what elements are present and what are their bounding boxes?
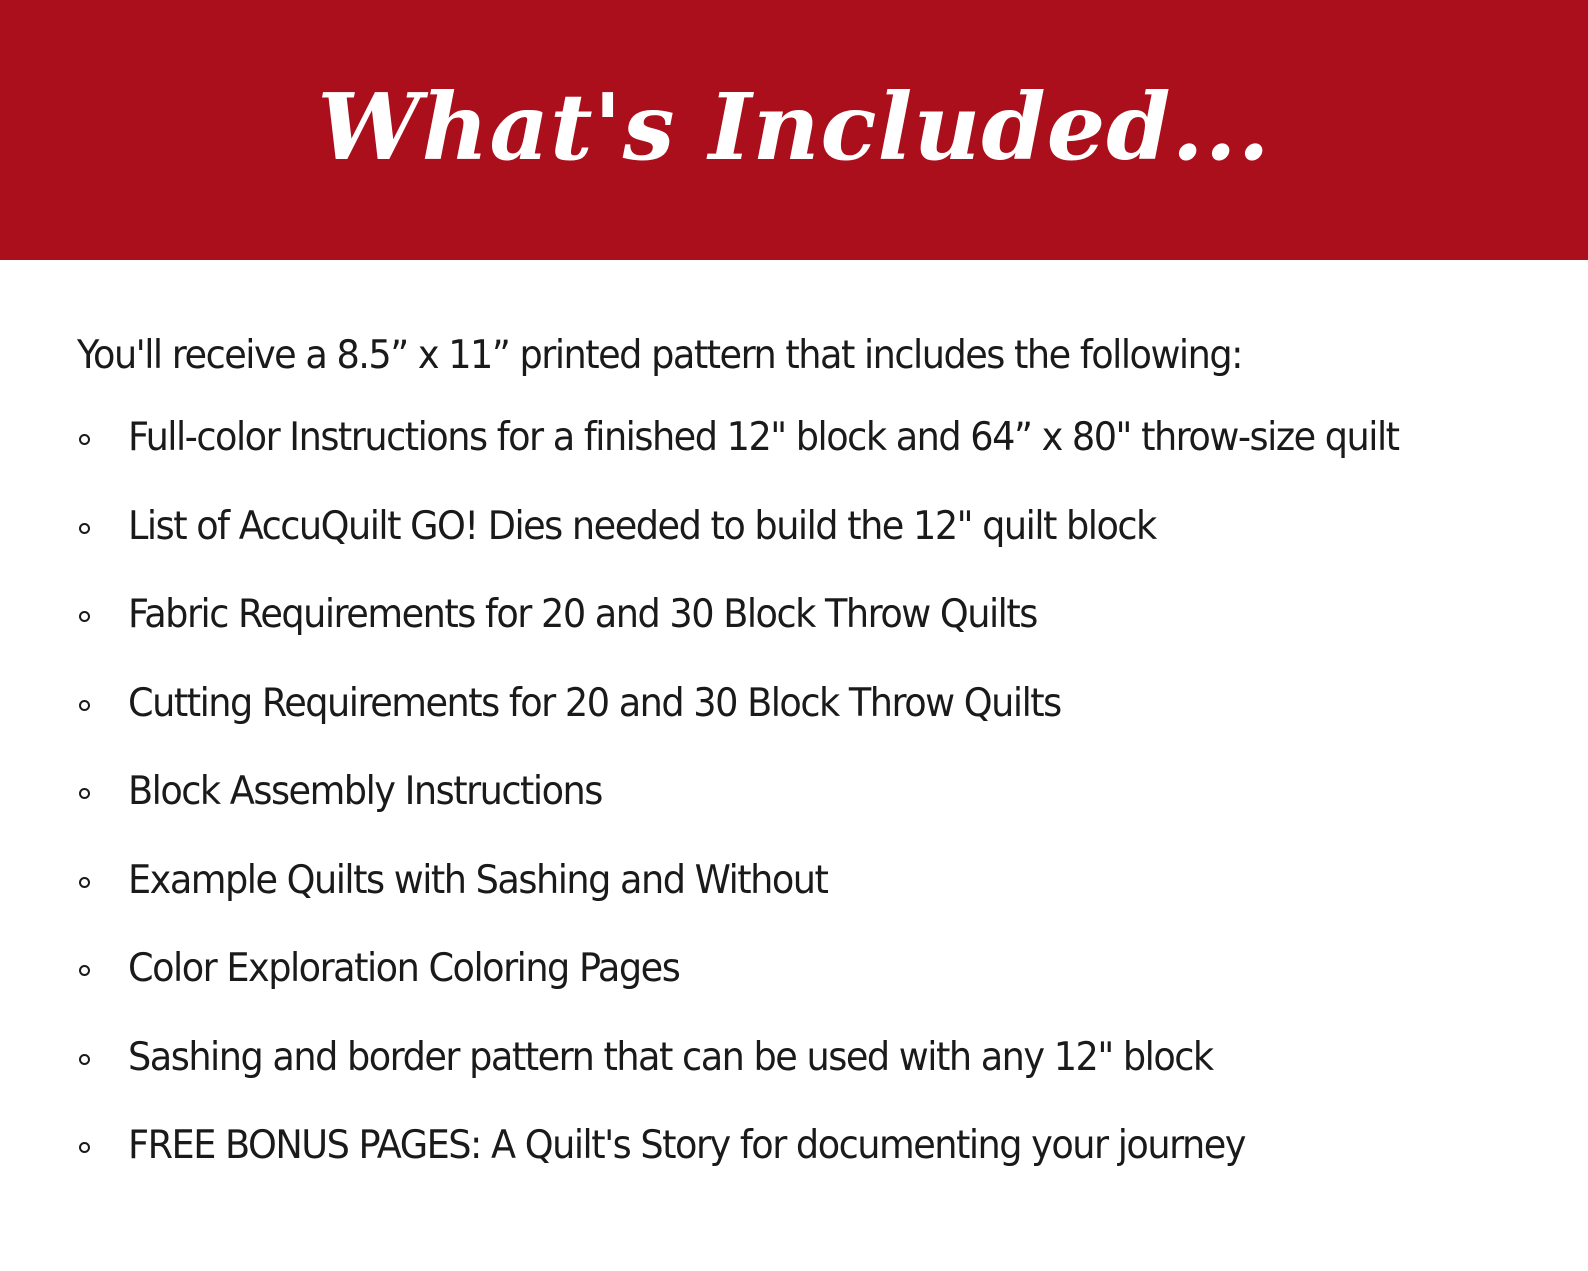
header-banner	[0, 0, 1588, 260]
list-item	[77, 503, 1557, 602]
page-title: What's Included...	[317, 73, 1271, 181]
list-item-text: List of AccuQuilt GO! Dies needed to build the 12" quilt block	[128, 503, 1156, 549]
list-item	[77, 592, 1557, 690]
bullet-icon	[79, 877, 90, 888]
list-item	[77, 680, 1557, 779]
intro-text: You'll receive a 8.5” x 11” printed pattern that includes the following:	[77, 333, 1242, 378]
bullet-icon	[79, 700, 90, 711]
list-item	[77, 769, 1557, 867]
list-item-text: Fabric Requirements for 20 and 30 Block Throw Quilts	[128, 592, 1037, 637]
list-item	[77, 1034, 1557, 1133]
list-item-text: Block Assembly Instructions	[128, 769, 602, 814]
list-item-text: Color Exploration Coloring Pages	[128, 946, 680, 991]
bullet-icon	[79, 1142, 90, 1153]
included-items-list	[77, 415, 1557, 1221]
bullet-icon	[79, 523, 90, 534]
list-item	[77, 1123, 1557, 1221]
list-item	[77, 857, 1557, 956]
bullet-icon	[79, 434, 90, 445]
list-item	[77, 946, 1557, 1044]
bullet-icon	[79, 965, 90, 976]
list-item-text: Cutting Requirements for 20 and 30 Block Throw Quilts	[128, 680, 1061, 726]
content-section	[77, 333, 1557, 1221]
list-item-text: Example Quilts with Sashing and Without	[128, 857, 828, 903]
list-item-text: Full-color Instructions for a finished 12" block and 64” x 80" throw-size quilt	[128, 415, 1399, 460]
bullet-icon	[79, 788, 90, 799]
bullet-icon	[79, 1054, 90, 1065]
list-item-text: FREE BONUS PAGES: A Quilt's Story for documenting your journey	[128, 1123, 1245, 1168]
bullet-icon	[79, 611, 90, 622]
list-item-text: Sashing and border pattern that can be used with any 12" block	[128, 1034, 1213, 1080]
list-item	[77, 415, 1557, 513]
